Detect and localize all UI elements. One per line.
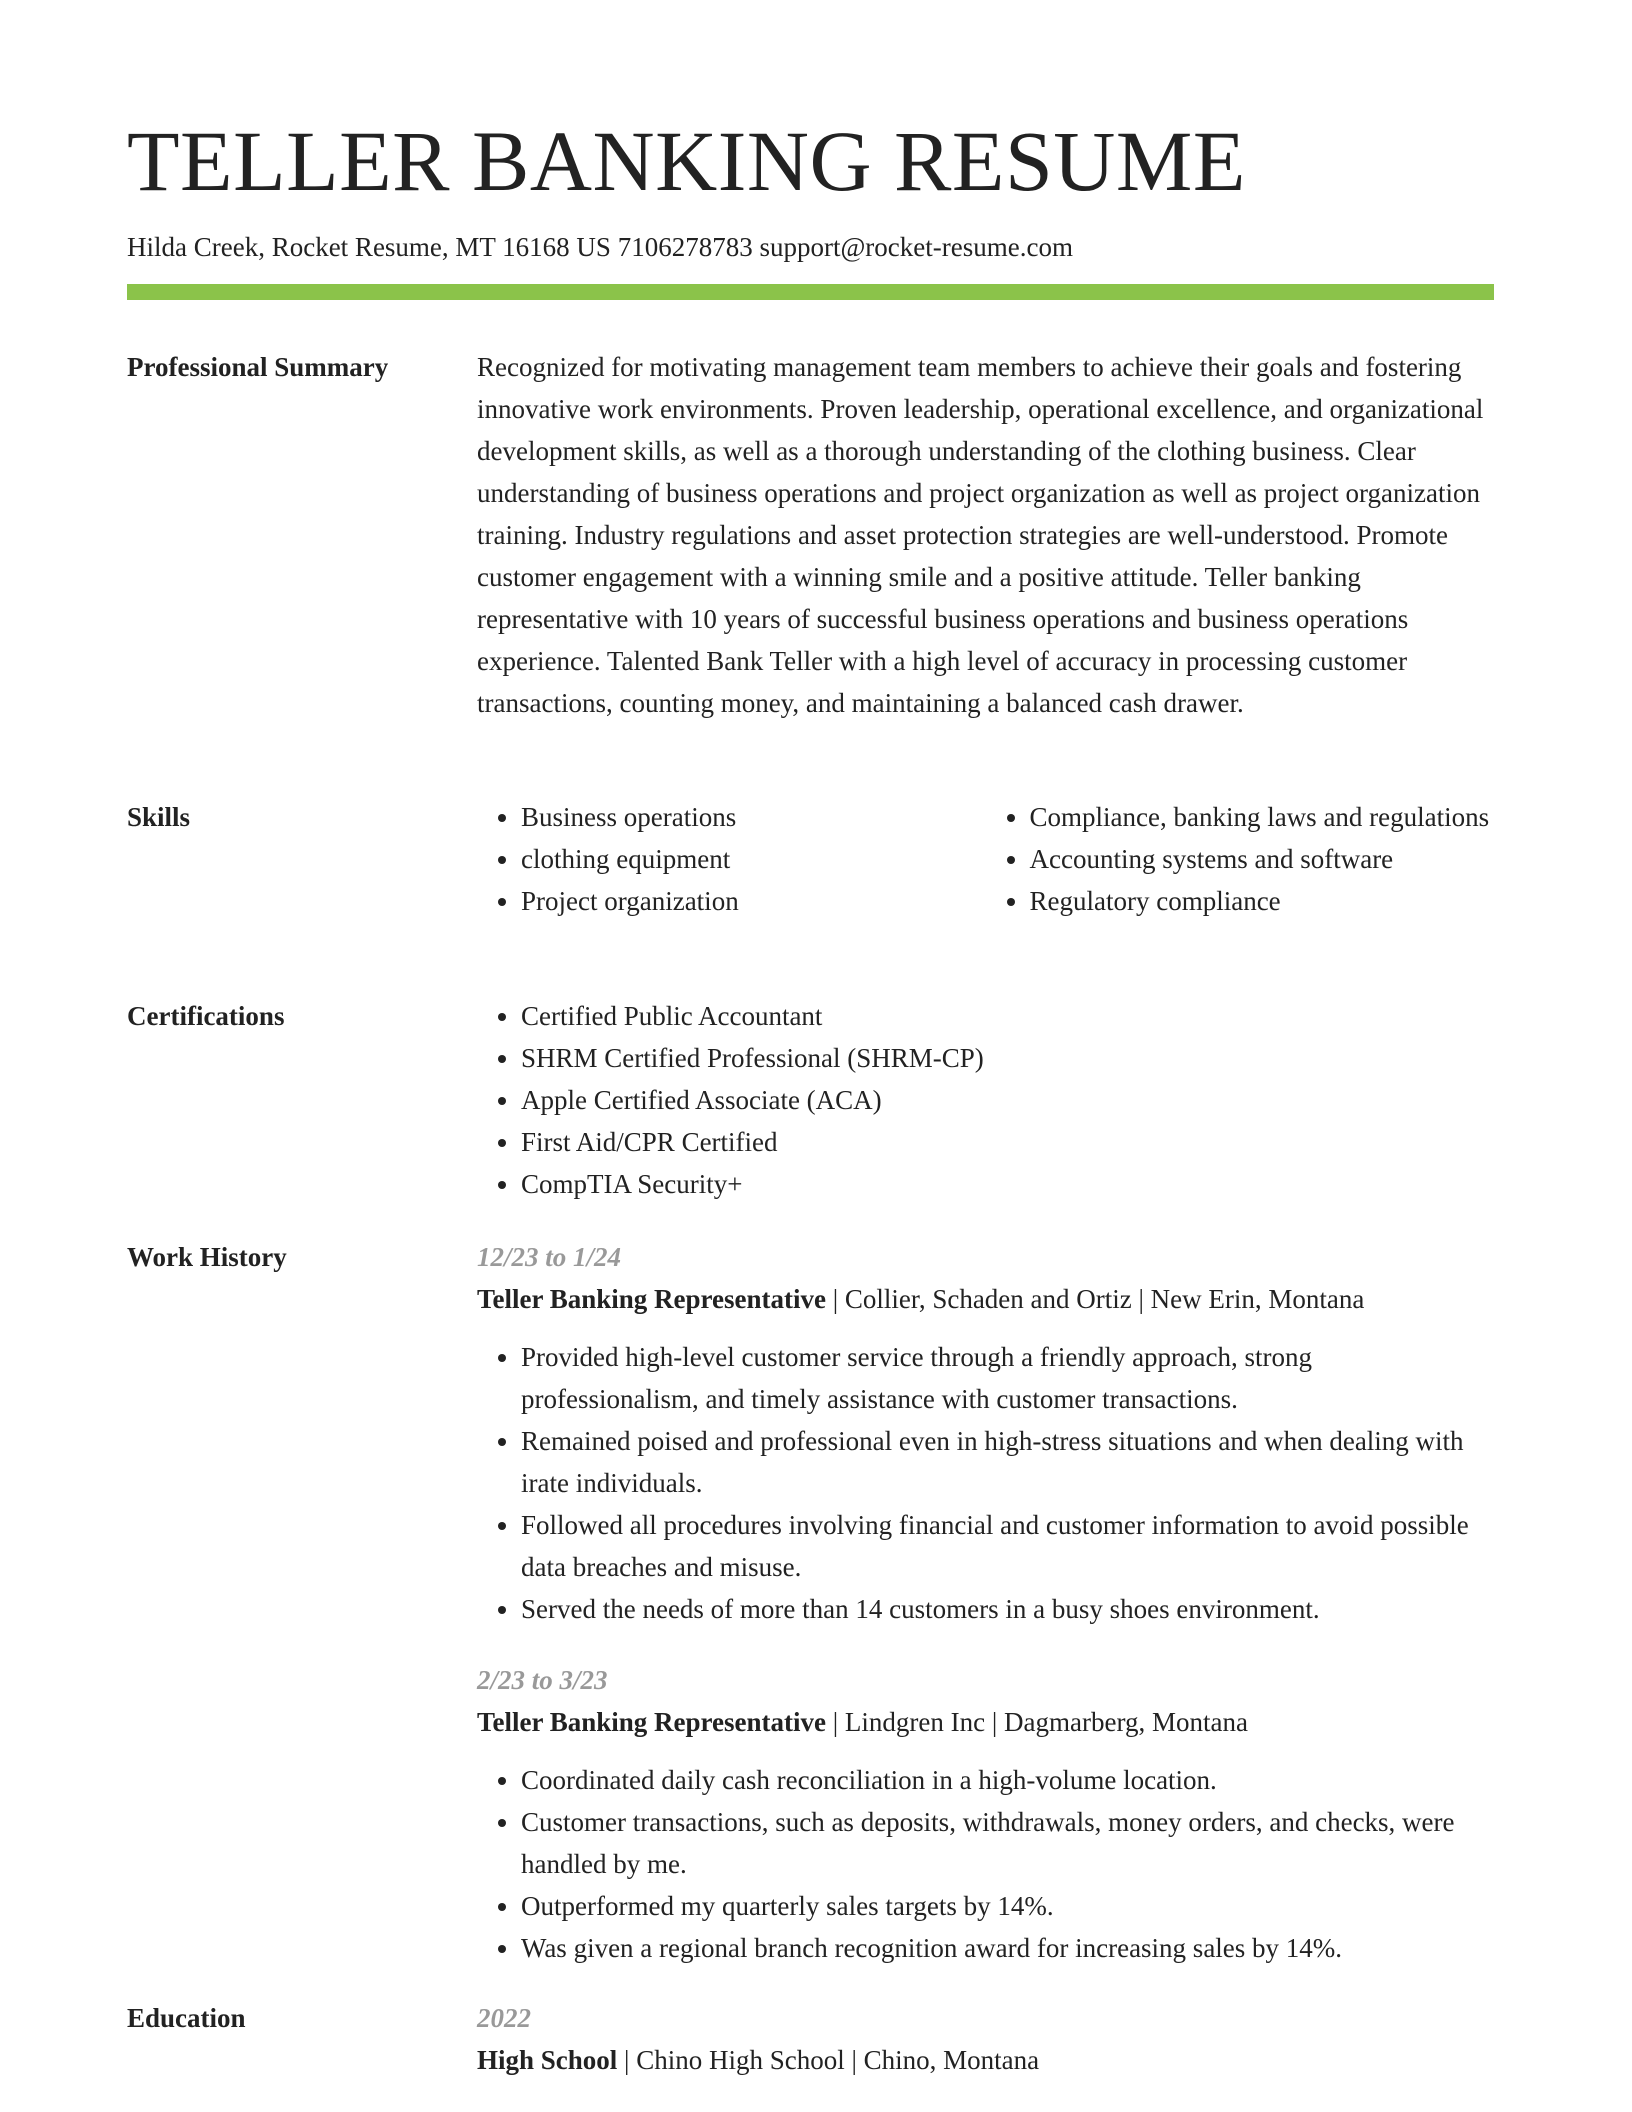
skill-item: • Project organization (521, 880, 986, 922)
contact-info: Hilda Creek, Rocket Resume, MT 16168 US 7106278783 support@rocket-resume.com (127, 232, 1073, 262)
resume-title: TELLER BANKING RESUME (127, 113, 1246, 209)
work-history-label: Work History (127, 1242, 287, 1272)
skill-item: • Regulatory compliance (1030, 880, 1495, 922)
job-dates: 12/23 to 1/24 (477, 1242, 622, 1272)
education-year: 2022 (477, 2003, 531, 2033)
certification-item: • Certified Public Accountant (521, 995, 1494, 1037)
summary-text: Recognized for motivating management team members to achieve their goals and fostering innovative work environments. Proven leadership, operational excellence, and organizational development skills, as well as a thorough understanding of the clothing business. Clear understanding of business operations and project organization as well as project organization training. Industry regulations and asset protection strategies are well-understood. Promote customer engagement with a winning smile and a positive attitude. Teller banking representative with 10 years of successful business operations and business operations experience. Talented Bank Teller with a high level of accuracy in processing customer transactions, counting money, and maintaining a balanced cash drawer. (477, 352, 1484, 718)
skill-item: • Accounting systems and software (1030, 838, 1495, 880)
job-entry (477, 1236, 1494, 1630)
certification-item: • First Aid/CPR Certified (521, 1121, 1494, 1163)
education-details: | Chino High School | Chino, Montana (617, 2045, 1040, 2075)
education-label: Education (127, 2003, 246, 2033)
certifications-list (477, 995, 1494, 1205)
skills-label: Skills (127, 802, 191, 832)
education-heading (477, 2039, 1494, 2081)
certification-item: • CompTIA Security+ (521, 1163, 1494, 1205)
education-degree: High School (477, 2045, 618, 2075)
certification-item: • Apple Certified Associate (ACA) (521, 1079, 1494, 1121)
job-bullet: • Coordinated daily cash reconciliation in a high-volume location. (521, 1759, 1494, 1801)
job-bullet: • Outperformed my quarterly sales targets by 14%. (521, 1885, 1494, 1927)
certification-item: • SHRM Certified Professional (SHRM-CP) (521, 1037, 1494, 1079)
job-entry (477, 1659, 1494, 1969)
job-heading (477, 1701, 1494, 1743)
job-bullet: • Followed all procedures involving financial and customer information to avoid possible data breaches and misuse. (521, 1504, 1494, 1588)
job-bullet: • Was given a regional branch recognition award for increasing sales by 14%. (521, 1927, 1494, 1969)
job-dates: 2/23 to 3/23 (477, 1665, 608, 1695)
skills-list-right (986, 796, 1495, 922)
job-details: | Lindgren Inc | Dagmarberg, Montana (826, 1707, 1248, 1737)
skills-list-left (477, 796, 986, 922)
skill-item: • Compliance, banking laws and regulations (1030, 796, 1495, 838)
summary-label: Professional Summary (127, 352, 389, 382)
accent-divider (127, 284, 1494, 300)
job-bullet: • Remained poised and professional even in high-stress situations and when dealing with irate individuals. (521, 1420, 1494, 1504)
job-details: | Collier, Schaden and Ortiz | New Erin, Montana (826, 1284, 1365, 1314)
job-bullets (477, 1336, 1494, 1630)
job-bullet: • Provided high-level customer service through a friendly approach, strong professionalism, and timely assistance with customer transactions. (521, 1336, 1494, 1420)
job-heading (477, 1278, 1494, 1320)
job-bullet: • Customer transactions, such as deposits, withdrawals, money orders, and checks, were handled by me. (521, 1801, 1494, 1885)
job-title: Teller Banking Representative (477, 1284, 827, 1314)
job-bullets (477, 1759, 1494, 1969)
certifications-label: Certifications (127, 1001, 285, 1031)
skills-columns (477, 796, 1494, 922)
skill-item: • Business operations (521, 796, 986, 838)
job-bullet: • Served the needs of more than 14 customers in a busy shoes environment. (521, 1588, 1494, 1630)
job-title: Teller Banking Representative (477, 1707, 827, 1737)
skill-item: • clothing equipment (521, 838, 986, 880)
